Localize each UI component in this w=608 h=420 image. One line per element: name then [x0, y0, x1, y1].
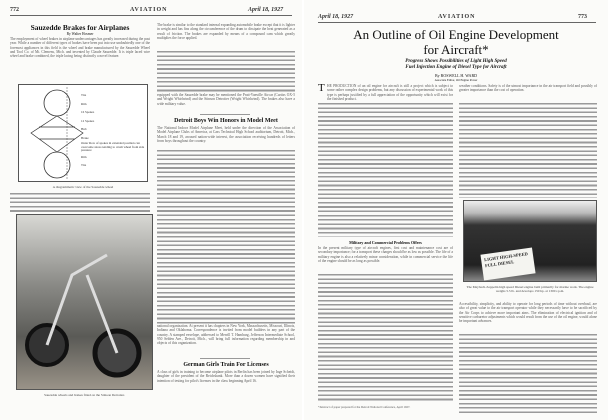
magazine-name: AVIATION	[438, 14, 476, 20]
label-hub: Hub	[81, 127, 87, 131]
diagram-caption: A diagrammatic view of the Sauzedde wheel	[52, 185, 114, 189]
body-text	[157, 149, 295, 324]
photo-caption: Sauzedde wheels and brakes fitted on the Stinson Detroiter.	[44, 393, 125, 397]
divider	[200, 114, 250, 115]
article-text: The National Indoor Model Airplane Meet, held under the direction of the Association of Model Airplane Clubs of America, at Cass Technical High School auditorium, Detroit, Mich., March 18 and 19, aroused nation-wide interest, the association receiving hundreds of letters from boys throughout the country.	[157, 126, 295, 143]
section-text: In the present military type of aircraft engines, first cost and maintenance cost are of secondary importance; for a transport these charges should be as low as possible. The life of a military engine is also a relatively minor consideration, while in commercial service the life of the engine should be as long as possible.	[318, 246, 453, 263]
body-text	[459, 102, 597, 198]
drop-cap: T	[318, 82, 325, 94]
article-title: Sauzedde Brakes for Airplanes	[30, 23, 130, 32]
label-tire: Tire	[81, 93, 87, 97]
label-outer-row: Outer Row of spokes in extended position can overcome stress tending to crush wheel from side pressure	[81, 141, 145, 153]
right-page	[304, 0, 608, 420]
label-tire-2: Tire	[81, 163, 87, 168]
diagram-labels	[81, 91, 145, 170]
subtitle: Progress Shows Possibilities of Light High Speed	[405, 59, 507, 64]
article-col2-end: equipped with the Sauzedde brake may be mentioned the Pratt-Vanville Aircar (Curtiss OX-5 and Wright Whirlwind) and the Stinson Detroiter (Wright Whirlwind). The brakes also have a wide military value.	[157, 93, 295, 106]
label-16-spokes: 16 Spokes	[81, 110, 95, 114]
article-text-end: national organization. At present it has chapters in New York, Massachusetts, Missouri, Illinois, Indiana and Oklahoma. Correspondence is invited from model builders in any part of the country. A stamped envelope, addressed to Merrill T. Hamburg, Jefferson Intermediate School, 950 Selden Ave., Detroit, Mich., will bring full information regarding membership in and objects of this organization.	[157, 324, 295, 346]
issue-date: April 18, 1927	[248, 7, 284, 13]
article-intro: HE PRODUCTION of an oil engine for aircraft is still a project which is subject to some rather complex design problems, but any discussion of experimental work of this type is perhaps justified by a full appreciation of the opportunity which will exist for the finished product.	[327, 84, 453, 101]
left-page	[0, 0, 302, 420]
body-text	[459, 333, 597, 413]
diesel-engine-photo	[463, 200, 597, 282]
stinson-wheels-photo	[16, 214, 153, 390]
column2-text: Accessibility, simplicity, and ability to operate for long periods of time without overhaul, are also of great value to the air transport operator while they necessarily have to be sacrificed by the Air Corps to achieve more important aims. The elimination of electrical ignition and of sensitive carburetor adjustments which would result from the use of the oil engine, would alone be important advances.	[459, 302, 597, 324]
article-title-line2: for Aircraft*	[423, 42, 489, 57]
author-title: Associate Editor, Oil Engine Power	[434, 78, 478, 82]
body-text	[157, 50, 295, 92]
section-subhead: Military and Commercial Problems Offers	[349, 240, 422, 245]
subtitle-line2: Fuel Injection Engine of Diesel Type for Aircraft	[405, 65, 507, 70]
body-text	[318, 273, 453, 403]
byline: By Walter Hosmer	[66, 32, 94, 36]
byline: By ROSWELL H. WARD	[435, 73, 477, 78]
magazine-name: AVIATION	[130, 7, 168, 13]
column2-text: weather conditions. Safety is of the utmost importance in the air transport field and possibly of greater importance than the cost of operation.	[459, 84, 597, 93]
page-number: 772	[10, 7, 19, 13]
article-col2: The brake is similar to the standard internal expanding automobile brake except that it is lighter in weight and has fins along the circumference of the drum to dissipate the heat generated as a result of friction. The brakes are expanded by means of a compound cam which greatly multiplies the force applied.	[157, 23, 295, 40]
footnote: *Abstract of paper prepared for the Detroit National Conference, April 1927.	[318, 405, 411, 409]
article-title: Detroit Boys Win Honors in Model Meet	[174, 118, 278, 124]
label-rim-2: Rim	[81, 154, 87, 159]
photo-wheels	[17, 215, 152, 389]
article-text: A class of girls in training to become airplane pilots in Berlin has been joined by Inge Scheidt, daughter of the president of the Reichsbank. More than a dozen women have signified their intention of testing for pilot's licenses in the class beginning April 16.	[157, 370, 295, 383]
label-12-spokes: 12 Spokes	[81, 118, 95, 123]
article-intro: The employment of wheel brakes in airplane undercarriages has greatly increased during the past year. While a number of different types of brakes have been put into use undoubtedly one of the foremost appliances in this field is the wheel and brake manufactured by the Sauzedde Wheel and Tool Co. of Mt. Clemens, Mich. and invented by Claude Sauzedde. It is triple laced wire wheel and brake combined, the triple lacing being distinctly a novel feature.	[10, 37, 150, 59]
page-number: 773	[578, 14, 587, 20]
divider	[200, 358, 250, 359]
article-title: German Girls Train For Licenses	[183, 362, 269, 368]
label-brake: Brake	[81, 135, 89, 140]
wheel-diagram	[18, 84, 148, 182]
photo-caption: The Maybach-Zeppelin high speed Diesel engine built primarily for marine work. The engine weighs 5.5 lb. and develops 150 hp. at 1300 r.p.m.	[466, 285, 594, 293]
header-rule	[318, 22, 596, 23]
label-rim: Rim	[81, 101, 87, 106]
body-text	[318, 102, 453, 237]
body-text	[10, 192, 150, 212]
article-title: An Outline of Oil Engine Development	[353, 27, 559, 42]
header-rule	[10, 15, 292, 16]
issue-date: April 18, 1927	[318, 14, 354, 20]
engine-sign: LIGHT HIGH-SPEED FULL DIESEL	[480, 248, 535, 281]
